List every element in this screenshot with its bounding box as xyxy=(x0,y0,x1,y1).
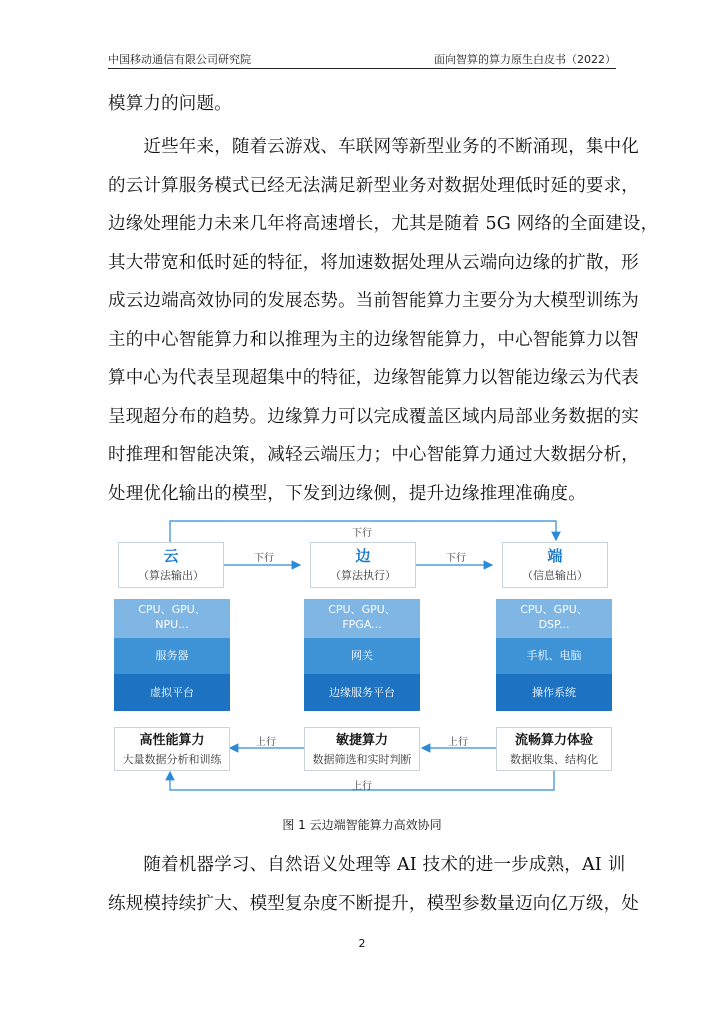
device-subtitle: （信息输出） xyxy=(522,569,588,582)
edge-subtitle: （算法执行） xyxy=(330,569,396,582)
device-hardware-line2: DSP... xyxy=(538,618,570,631)
cloud-hardware xyxy=(114,599,230,638)
arrow-label-up-bottom: 上行 xyxy=(352,781,372,792)
paragraph-3 xyxy=(108,846,639,923)
device-platform-layer: 操作系统 xyxy=(496,674,612,711)
text-line: 近些年来，随着云游戏、车联网等新型业务的不断涌现，集中化 xyxy=(108,137,639,157)
cloud-box xyxy=(118,542,224,588)
device-middle-layer: 手机、电脑 xyxy=(496,638,612,674)
text-line: 主的中心智能算力和以推理为主的边缘智能算力，中心智能算力以智 xyxy=(108,329,639,350)
text-line: 其大带宽和低时延的特征，将加速数据处理从云端向边缘的扩散，形 xyxy=(108,252,639,273)
text-line: 的云计算服务模式已经无法满足新型业务对数据处理低时延的要求， xyxy=(108,175,639,196)
arrow-label-down-top: 下行 xyxy=(352,528,372,539)
agile-compute-box xyxy=(304,727,420,771)
agile-subtitle: 数据筛选和实时判断 xyxy=(312,753,412,766)
text-line: 随着机器学习、自然语义处理等 AI 技术的进一步成熟，AI 训 xyxy=(108,855,626,875)
edge-middle-layer: 网关 xyxy=(304,638,420,674)
high-performance-compute-box xyxy=(114,727,230,771)
cloud-middle-layer: 服务器 xyxy=(114,638,230,674)
text-line: 处理优化输出的模型，下发到边缘侧，提升边缘推理准确度。 xyxy=(108,483,586,504)
device-box xyxy=(502,542,608,588)
edge-box xyxy=(310,542,416,588)
cloud-platform-layer: 虚拟平台 xyxy=(114,674,230,711)
arrow-label-down-2: 下行 xyxy=(446,553,466,564)
edge-platform-layer: 边缘服务平台 xyxy=(304,674,420,711)
high-performance-title: 高性能算力 xyxy=(139,733,205,748)
edge-hardware-line1: CPU、GPU、 xyxy=(328,603,396,616)
edge-hardware-line2: FPGA... xyxy=(342,618,382,631)
smooth-subtitle: 数据收集、结构化 xyxy=(510,753,598,766)
edge-hardware xyxy=(304,599,420,638)
text-line: 练规模持续扩大、模型复杂度不断提升，模型参数量迈向亿万级，处 xyxy=(108,893,639,914)
text-line: 边缘处理能力未来几年将高速增长，尤其是随着 5G 网络的全面建设， xyxy=(108,214,659,234)
figure-caption: 图 1 云边端智能算力高效协同 xyxy=(282,818,442,832)
device-stack xyxy=(496,599,612,711)
smooth-experience-box xyxy=(496,727,612,771)
arrow-label-up-1: 上行 xyxy=(256,737,276,748)
agile-title: 敏捷算力 xyxy=(335,733,388,748)
device-hardware xyxy=(496,599,612,638)
cloud-stack xyxy=(114,599,230,711)
cloud-subtitle: （算法输出） xyxy=(138,569,204,582)
text-line: 模算力的问题。 xyxy=(108,94,232,114)
device-title: 端 xyxy=(547,547,563,565)
text-line: 时推理和智能决策，减轻云端压力；中心智能算力通过大数据分析， xyxy=(108,445,639,465)
edge-stack xyxy=(304,599,420,711)
header-org: 中国移动通信有限公司研究院 xyxy=(108,53,251,66)
high-performance-subtitle: 大量数据分析和训练 xyxy=(122,753,222,766)
page-number: 2 xyxy=(358,937,366,950)
paragraph-2 xyxy=(108,128,659,513)
paragraph-1 xyxy=(108,85,616,124)
cloud-title: 云 xyxy=(163,547,179,565)
arrow-label-up-2: 上行 xyxy=(448,737,468,748)
arrow-label-down-1: 下行 xyxy=(254,553,274,564)
text-line: 成云边端高效协同的发展态势。当前智能算力主要分为大模型训练为 xyxy=(108,291,639,311)
header-doc-title: 面向智算的算力原生白皮书（2022） xyxy=(434,53,616,66)
text-line: 算中心为代表呈现超集中的特征，边缘智能算力以智能边缘云为代表 xyxy=(108,368,639,388)
text-line: 呈现超分布的趋势。边缘算力可以完成覆盖区域内局部业务数据的实 xyxy=(108,406,639,427)
device-hardware-line1: CPU、GPU、 xyxy=(520,603,588,616)
smooth-title: 流畅算力体验 xyxy=(514,733,593,748)
page-header xyxy=(108,50,616,69)
cloud-hardware-line1: CPU、GPU、 xyxy=(138,603,206,616)
cloud-edge-device-diagram xyxy=(108,515,616,805)
edge-title: 边 xyxy=(355,547,371,565)
cloud-hardware-line2: NPU... xyxy=(155,618,189,631)
